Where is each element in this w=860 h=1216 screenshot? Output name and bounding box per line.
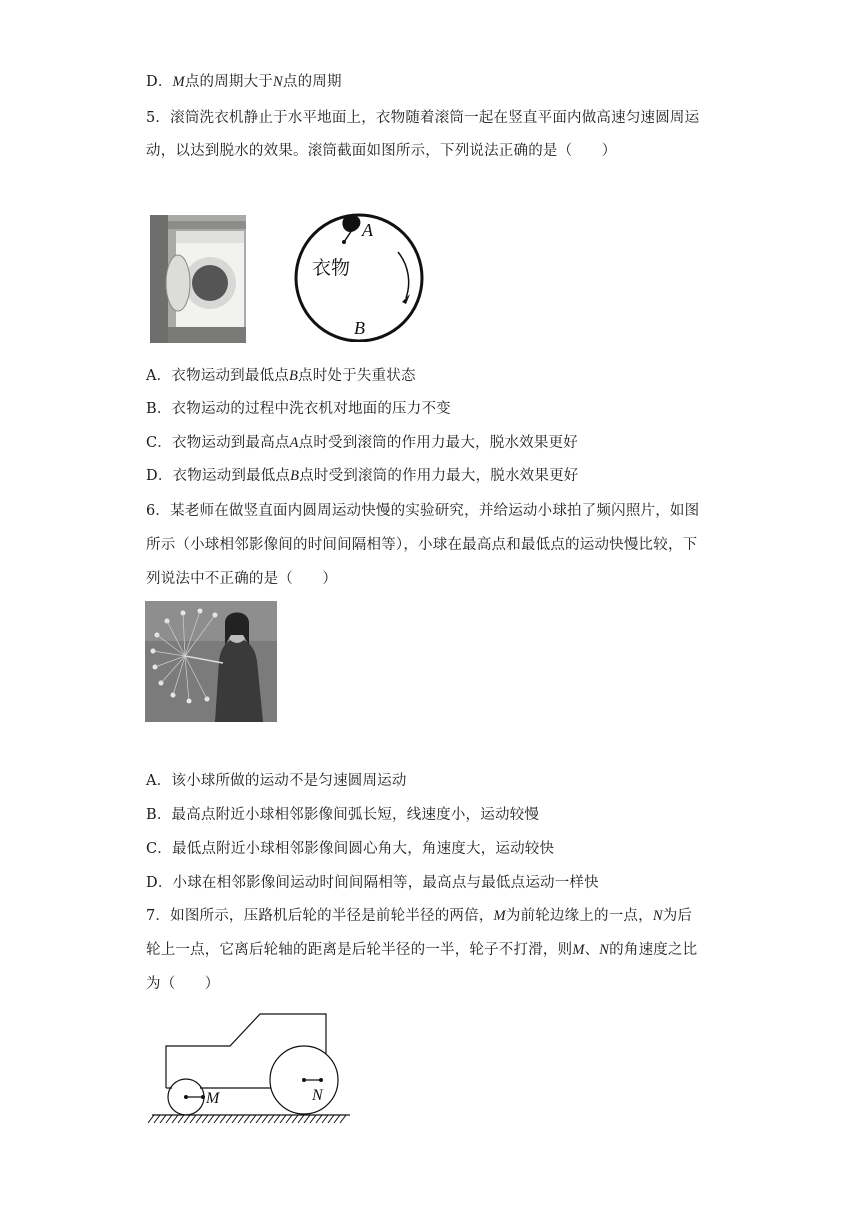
stroboscopic-photo — [145, 601, 277, 722]
q5-option-a — [146, 366, 416, 386]
text: 的角速度之比 — [609, 942, 698, 958]
q6-option-c: C．最低点附近小球相邻影像间圆心角大，角速度大，运动较快 — [146, 841, 555, 857]
text: A．衣物运动到最低点 — [146, 368, 289, 384]
text: D．衣物运动到最低点 — [146, 468, 291, 484]
hatch-line — [256, 1115, 262, 1123]
hatch-line — [322, 1115, 328, 1123]
hatch-line — [298, 1115, 304, 1123]
q6-option-a: A．该小球所做的运动不是匀速圆周运动 — [146, 773, 407, 789]
text: 7．如图所示，压路机后轮的半径是前轮半径的两倍， — [146, 908, 494, 924]
text: 点的周期 — [282, 74, 342, 90]
text: 点的周期大于 — [184, 74, 274, 90]
hatch-line — [172, 1115, 178, 1123]
hatch-line — [196, 1115, 202, 1123]
label-clothes: 衣物 — [312, 257, 351, 279]
hatch-line — [232, 1115, 238, 1123]
q7-stem-line3: 为（ ） — [146, 976, 220, 992]
hatch-line — [208, 1115, 214, 1123]
drum-diagram — [290, 212, 430, 342]
hatch-line — [226, 1115, 232, 1123]
hatch-line — [238, 1115, 244, 1123]
center-dot — [342, 240, 346, 244]
hatch-line — [280, 1115, 286, 1123]
hatch-line — [274, 1115, 280, 1123]
var-a: A — [289, 435, 299, 451]
q6-stem-line2: 所示（小球相邻影像间的时间间隔相等），小球在最高点和最低点的运动快慢比较，下 — [146, 537, 698, 553]
hatch-line — [316, 1115, 322, 1123]
var-m: M — [493, 908, 506, 924]
q5-stem-line2: 动，以达到脱水的效果。滚筒截面如图所示，下列说法正确的是（ ） — [146, 143, 617, 159]
var-b: B — [290, 468, 300, 484]
q7-stem-line1 — [146, 906, 692, 926]
text: 轮上一点，它离后轮轴的距离是后轮半径的一半，轮子不打滑，则 — [146, 942, 573, 958]
label-a: A — [362, 220, 373, 240]
text: 、 — [584, 942, 600, 958]
q6-stem-line1: 6．某老师在做竖直面内圆周运动快慢的实验研究，并给运动小球拍了频闪照片，如图 — [146, 503, 700, 519]
text: 点时受到滚筒的作用力最大，脱水效果更好 — [299, 468, 579, 484]
point-n — [319, 1078, 323, 1082]
hatch-line — [268, 1115, 274, 1123]
label-n: N — [312, 1087, 323, 1104]
q4-option-d — [146, 72, 342, 92]
hatch-line — [202, 1115, 208, 1123]
hatch-line — [220, 1115, 226, 1123]
hatch-line — [310, 1115, 316, 1123]
hatch-line — [214, 1115, 220, 1123]
var-n: N — [599, 942, 610, 958]
hatch-line — [262, 1115, 268, 1123]
hatch-line — [244, 1115, 250, 1123]
label-b: B — [354, 318, 365, 338]
hatch-line — [178, 1115, 184, 1123]
hatch-line — [184, 1115, 190, 1123]
hatch-line — [250, 1115, 256, 1123]
hatch-line — [166, 1115, 172, 1123]
point-m — [201, 1095, 205, 1099]
clothes-blob — [342, 215, 360, 232]
q5-option-d — [146, 466, 579, 486]
text: 点时处于失重状态 — [298, 368, 416, 384]
rotation-arrow — [398, 252, 409, 298]
q5-option-b: B．衣物运动的过程中洗衣机对地面的压力不变 — [146, 401, 451, 417]
washing-machine-image — [150, 215, 246, 343]
hatch-line — [148, 1115, 154, 1123]
text: 为前轮边缘上的一点， — [505, 908, 653, 924]
label-m: M — [206, 1090, 220, 1107]
var-b: B — [288, 368, 299, 384]
hatch-line — [286, 1115, 292, 1123]
text: 点时受到滚筒的作用力最大，脱水效果更好 — [298, 435, 578, 451]
road-roller-diagram — [148, 1008, 354, 1126]
hatch-line — [328, 1115, 334, 1123]
washing-machine-photo — [150, 215, 246, 343]
var-m: M — [572, 942, 585, 958]
q5-stem-line1: 5．滚筒洗衣机静止于水平地面上，衣物随着滚筒一起在竖直平面内做高速匀速圆周运 — [146, 110, 700, 126]
teacher-photo-image — [145, 601, 277, 722]
hatch-line — [292, 1115, 298, 1123]
q7-stem-line2 — [146, 940, 697, 960]
hatch-line — [340, 1115, 346, 1123]
var-n: N — [652, 908, 663, 924]
text: C．衣物运动到最高点 — [146, 435, 290, 451]
var-n: N — [273, 74, 283, 90]
hatch-line — [154, 1115, 160, 1123]
hatch-line — [334, 1115, 340, 1123]
q6-option-d: D．小球在相邻影像间运动时间间隔相等，最高点与最低点运动一样快 — [146, 875, 599, 891]
hatch-line — [160, 1115, 166, 1123]
text: 为后 — [662, 908, 693, 924]
q6-option-b: B．最高点附近小球相邻影像间弧长短，线速度小，运动较慢 — [146, 807, 540, 823]
hatch-line — [190, 1115, 196, 1123]
hatch-line — [304, 1115, 310, 1123]
q6-stem-line3: 列说法中不正确的是（ ） — [146, 571, 338, 587]
option-letter: D． — [146, 74, 173, 90]
var-m: M — [172, 74, 185, 90]
ground-hatching — [148, 1115, 346, 1123]
q5-option-c — [146, 433, 578, 453]
